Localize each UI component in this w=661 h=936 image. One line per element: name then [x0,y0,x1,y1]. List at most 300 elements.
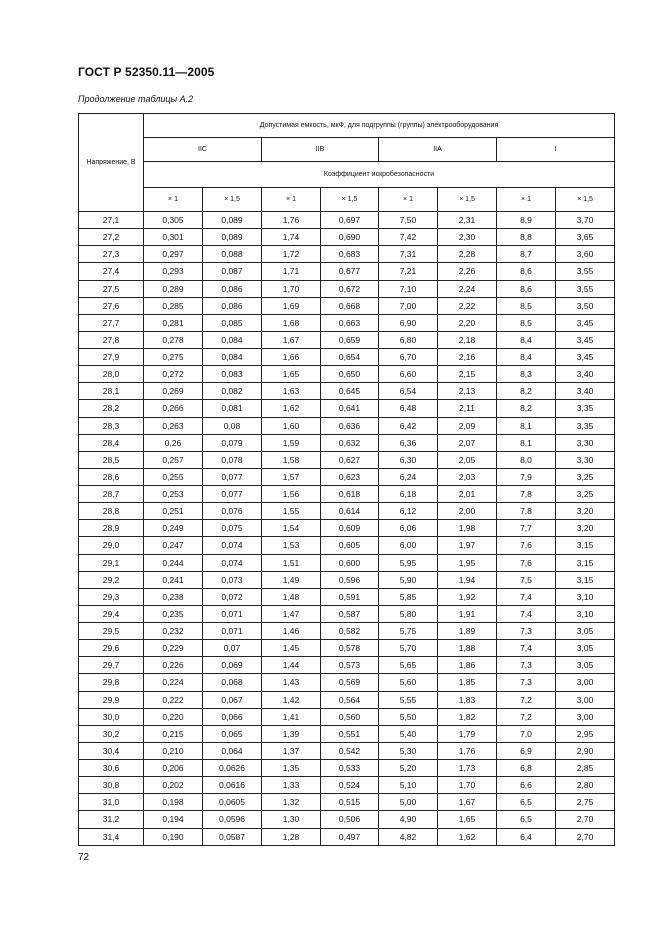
capacity-cell: 7,8 [497,486,556,503]
capacitance-table [78,113,615,846]
capacity-cell: 6,60 [379,366,438,383]
voltage-cell: 28,8 [79,503,144,520]
table-row [79,571,615,588]
capacity-cell: 7,2 [497,691,556,708]
capacity-cell: 0,078 [203,451,262,468]
capacity-cell: 2,75 [556,794,615,811]
table-row [79,417,615,434]
capacity-cell: 1,63 [262,383,321,400]
table-row [79,828,615,845]
capacity-cell: 6,06 [379,520,438,537]
capacity-cell: 2,31 [438,212,497,229]
document-title: ГОСТ Р 52350.11—2005 [78,65,215,79]
capacity-cell: 5,75 [379,623,438,640]
capacity-cell: 5,95 [379,554,438,571]
table-row [79,640,615,657]
voltage-cell: 27,3 [79,246,144,263]
capacity-cell: 4,82 [379,828,438,845]
capacity-cell: 6,6 [497,777,556,794]
voltage-cell: 28,2 [79,400,144,417]
capacity-cell: 1,94 [438,571,497,588]
table-row [79,366,615,383]
voltage-cell: 27,8 [79,331,144,348]
capacity-cell: 0,297 [144,246,203,263]
capacity-cell: 0,089 [203,212,262,229]
capacity-cell: 5,65 [379,657,438,674]
capacity-cell: 2,26 [438,263,497,280]
group-header: IIB [262,138,379,162]
capacity-cell: 6,48 [379,400,438,417]
table-row [79,434,615,451]
voltage-cell: 31,0 [79,794,144,811]
capacity-cell: 1,67 [438,794,497,811]
capacity-cell: 2,24 [438,280,497,297]
capacity-cell: 0,074 [203,554,262,571]
capacity-cell: 8,8 [497,229,556,246]
capacity-cell: 1,43 [262,674,321,691]
capacity-cell: 0,618 [321,486,379,503]
capacity-cell: 7,6 [497,537,556,554]
capacity-cell: 5,40 [379,725,438,742]
capacity-cell: 0,578 [321,640,379,657]
capacity-cell: 0,255 [144,468,203,485]
capacity-cell: 7,42 [379,229,438,246]
capacity-cell: 0,623 [321,468,379,485]
capacity-cell: 2,11 [438,400,497,417]
capacity-cell: 5,10 [379,777,438,794]
table-row [79,554,615,571]
table-row [79,537,615,554]
capacity-cell: 6,42 [379,417,438,434]
capacity-cell: 6,90 [379,314,438,331]
capacity-cell: 7,5 [497,571,556,588]
capacity-cell: 1,73 [438,760,497,777]
capacity-cell: 8,0 [497,451,556,468]
capacity-cell: 8,5 [497,314,556,331]
factor-header: × 1 [144,188,203,212]
capacity-cell: 0,0616 [203,777,262,794]
capacity-cell: 1,68 [262,314,321,331]
capacity-cell: 0,697 [321,212,379,229]
capacity-cell: 5,85 [379,588,438,605]
voltage-cell: 30,2 [79,725,144,742]
capacity-cell: 8,2 [497,400,556,417]
capacity-cell: 0,0596 [203,811,262,828]
capacity-cell: 0,077 [203,468,262,485]
capacity-cell: 3,35 [556,400,615,417]
capacity-cell: 1,62 [438,828,497,845]
factor-header: × 1 [262,188,321,212]
capacity-cell: 1,86 [438,657,497,674]
capacity-cell: 7,50 [379,212,438,229]
table-row [79,588,615,605]
capacity-cell: 0,564 [321,691,379,708]
capacity-cell: 3,30 [556,451,615,468]
capacity-cell: 6,54 [379,383,438,400]
capacity-cell: 1,71 [262,263,321,280]
capacity-cell: 7,2 [497,708,556,725]
voltage-cell: 28,4 [79,434,144,451]
capacity-cell: 0,084 [203,331,262,348]
capacity-cell: 0,073 [203,571,262,588]
capacity-cell: 1,92 [438,588,497,605]
capacity-cell: 0,251 [144,503,203,520]
capacity-cell: 0,077 [203,486,262,503]
capacity-cell: 7,4 [497,588,556,605]
capacity-cell: 0,0626 [203,760,262,777]
voltage-cell: 29,3 [79,588,144,605]
capacity-cell: 0,202 [144,777,203,794]
capacity-cell: 0,272 [144,366,203,383]
capacity-cell: 2,15 [438,366,497,383]
capacity-cell: 0,074 [203,537,262,554]
voltage-cell: 30,8 [79,777,144,794]
capacity-cell: 0,0605 [203,794,262,811]
capacity-cell: 8,5 [497,297,556,314]
capacity-cell: 0,065 [203,725,262,742]
table-row [79,708,615,725]
capacity-cell: 7,3 [497,674,556,691]
capacity-cell: 0,069 [203,657,262,674]
capacity-cell: 0,086 [203,297,262,314]
capacity-cell: 3,15 [556,571,615,588]
capacity-cell: 0,247 [144,537,203,554]
capacity-cell: 7,4 [497,640,556,657]
capacity-cell: 5,50 [379,708,438,725]
table-row [79,623,615,640]
capacity-cell: 3,10 [556,605,615,622]
capacity-cell: 0,627 [321,451,379,468]
capacity-cell: 0,194 [144,811,203,828]
capacity-cell: 7,3 [497,623,556,640]
voltage-cell: 30,6 [79,760,144,777]
capacity-cell: 1,44 [262,657,321,674]
capacity-cell: 3,45 [556,349,615,366]
capacity-cell: 3,05 [556,640,615,657]
capacity-cell: 5,70 [379,640,438,657]
capacity-cell: 0,064 [203,742,262,759]
capacity-cell: 1,79 [438,725,497,742]
capacity-cell: 0,232 [144,623,203,640]
capacity-cell: 1,32 [262,794,321,811]
voltage-cell: 27,4 [79,263,144,280]
capacity-cell: 2,20 [438,314,497,331]
capacity-cell: 5,90 [379,571,438,588]
voltage-cell: 29,4 [79,605,144,622]
table-row [79,263,615,280]
capacity-cell: 1,39 [262,725,321,742]
capacity-cell: 0,075 [203,520,262,537]
table-row [79,451,615,468]
capacity-cell: 0,235 [144,605,203,622]
capacity-cell: 0,278 [144,331,203,348]
capacity-cell: 2,01 [438,486,497,503]
capacity-cell: 0,269 [144,383,203,400]
capacity-cell: 0,084 [203,349,262,366]
capacity-cell: 3,00 [556,708,615,725]
factor-header: × 1,5 [203,188,262,212]
voltage-cell: 29,5 [79,623,144,640]
capacity-cell: 0,244 [144,554,203,571]
capacity-cell: 5,30 [379,742,438,759]
voltage-cell: 31,2 [79,811,144,828]
capacity-cell: 0,085 [203,314,262,331]
capacity-cell: 0,285 [144,297,203,314]
capacity-cell: 0,645 [321,383,379,400]
capacity-cell: 3,15 [556,537,615,554]
voltage-cell: 29,2 [79,571,144,588]
capacity-cell: 0,659 [321,331,379,348]
capacity-cell: 5,55 [379,691,438,708]
capacity-cell: 3,50 [556,297,615,314]
capacity-cell: 3,20 [556,520,615,537]
capacity-cell: 1,98 [438,520,497,537]
capacity-cell: 0,229 [144,640,203,657]
capacity-cell: 3,60 [556,246,615,263]
capacity-cell: 3,30 [556,434,615,451]
capacity-cell: 1,65 [438,811,497,828]
voltage-cell: 28,5 [79,451,144,468]
capacity-cell: 1,46 [262,623,321,640]
capacity-cell: 1,51 [262,554,321,571]
voltage-cell: 27,5 [79,280,144,297]
capacity-cell: 6,9 [497,742,556,759]
capacity-cell: 3,25 [556,468,615,485]
capacity-cell: 1,53 [262,537,321,554]
capacity-cell: 1,67 [262,331,321,348]
table-row [79,400,615,417]
capacity-cell: 0,079 [203,434,262,451]
capacity-cell: 0,497 [321,828,379,845]
capacity-cell: 0,087 [203,263,262,280]
capacity-cell: 2,00 [438,503,497,520]
table-row [79,349,615,366]
voltage-cell: 27,9 [79,349,144,366]
voltage-cell: 29,9 [79,691,144,708]
table-row [79,760,615,777]
capacity-cell: 0,609 [321,520,379,537]
capacity-cell: 0,089 [203,229,262,246]
table-row [79,605,615,622]
capacity-cell: 6,70 [379,349,438,366]
capacity-cell: 7,00 [379,297,438,314]
capacity-cell: 2,70 [556,828,615,845]
capacity-cell: 3,55 [556,263,615,280]
capacity-cell: 6,80 [379,331,438,348]
capacity-cell: 0,305 [144,212,203,229]
capacity-cell: 3,35 [556,417,615,434]
voltage-cell: 27,7 [79,314,144,331]
capacity-cell: 0,241 [144,571,203,588]
voltage-cell: 29,6 [79,640,144,657]
table-row [79,229,615,246]
capacity-cell: 3,45 [556,331,615,348]
capacity-cell: 8,3 [497,366,556,383]
voltage-cell: 28,1 [79,383,144,400]
voltage-cell: 28,0 [79,366,144,383]
capacity-cell: 7,9 [497,468,556,485]
table-header [79,114,615,212]
capacity-cell: 0,506 [321,811,379,828]
voltage-cell: 29,7 [79,657,144,674]
table-row [79,811,615,828]
capacity-cell: 6,8 [497,760,556,777]
voltage-cell: 28,3 [79,417,144,434]
voltage-cell: 29,8 [79,674,144,691]
capacity-cell: 8,4 [497,331,556,348]
table-row [79,674,615,691]
capacity-cell: 0,257 [144,451,203,468]
group-header: IIA [379,138,497,162]
factor-header: × 1,5 [438,188,497,212]
capacity-cell: 6,5 [497,811,556,828]
capacity-cell: 2,28 [438,246,497,263]
voltage-cell: 28,9 [79,520,144,537]
capacity-cell: 0,683 [321,246,379,263]
capacity-cell: 1,42 [262,691,321,708]
capacity-cell: 0,263 [144,417,203,434]
capacity-cell: 1,70 [262,280,321,297]
coefficient-header: Коэффициент искробезопасности [144,162,615,188]
table-row [79,314,615,331]
capacity-cell: 0,086 [203,280,262,297]
capacity-cell: 3,05 [556,657,615,674]
capacity-cell: 1,91 [438,605,497,622]
capacity-cell: 1,49 [262,571,321,588]
capacity-cell: 0,088 [203,246,262,263]
capacity-cell: 0,596 [321,571,379,588]
capacity-cell: 0,641 [321,400,379,417]
capacity-cell: 6,4 [497,828,556,845]
table-row [79,742,615,759]
capacity-cell: 0,281 [144,314,203,331]
capacity-cell: 0,551 [321,725,379,742]
capacity-cell: 2,09 [438,417,497,434]
capacity-cell: 8,1 [497,417,556,434]
capacity-cell: 0,654 [321,349,379,366]
factor-header: × 1 [497,188,556,212]
capacity-cell: 1,45 [262,640,321,657]
capacity-cell: 0,07 [203,640,262,657]
capacity-cell: 3,45 [556,314,615,331]
voltage-cell: 30,4 [79,742,144,759]
group-header: I [497,138,615,162]
capacity-cell: 1,83 [438,691,497,708]
capacity-cell: 8,6 [497,263,556,280]
capacity-cell: 1,33 [262,777,321,794]
capacity-cell: 0,238 [144,588,203,605]
table-row [79,691,615,708]
capacity-cell: 0,081 [203,400,262,417]
capacity-cell: 1,85 [438,674,497,691]
capacity-cell: 7,0 [497,725,556,742]
capacity-cell: 1,58 [262,451,321,468]
capacity-cell: 6,18 [379,486,438,503]
voltage-cell: 27,1 [79,212,144,229]
capacity-cell: 5,20 [379,760,438,777]
capacity-cell: 1,72 [262,246,321,263]
capacity-cell: 8,7 [497,246,556,263]
capacity-cell: 0,215 [144,725,203,742]
capacity-cell: 0,072 [203,588,262,605]
capacity-cell: 3,65 [556,229,615,246]
capacity-cell: 0,253 [144,486,203,503]
capacity-cell: 1,57 [262,468,321,485]
capacity-cell: 0,067 [203,691,262,708]
capacity-cell: 1,95 [438,554,497,571]
capacity-cell: 2,90 [556,742,615,759]
capacity-cell: 3,25 [556,486,615,503]
table-row [79,725,615,742]
capacity-cell: 8,4 [497,349,556,366]
capacity-cell: 0,573 [321,657,379,674]
capacity-cell: 1,66 [262,349,321,366]
capacity-cell: 1,69 [262,297,321,314]
capacity-cell: 1,82 [438,708,497,725]
capacity-cell: 0,226 [144,657,203,674]
capacity-cell: 6,30 [379,451,438,468]
capacity-cell: 1,76 [262,212,321,229]
capacity-cell: 2,07 [438,434,497,451]
capacity-cell: 0,082 [203,383,262,400]
table-row [79,486,615,503]
capacity-cell: 1,65 [262,366,321,383]
capacity-cell: 3,55 [556,280,615,297]
capacity-cell: 1,56 [262,486,321,503]
capacity-cell: 0,206 [144,760,203,777]
capacity-cell: 2,95 [556,725,615,742]
page-number: 72 [78,852,90,863]
group-header: IIC [144,138,262,162]
capacity-cell: 0,066 [203,708,262,725]
capacity-cell: 1,37 [262,742,321,759]
capacity-cell: 0,524 [321,777,379,794]
capacity-cell: 5,00 [379,794,438,811]
capacity-cell: 1,88 [438,640,497,657]
capacity-cell: 3,20 [556,503,615,520]
capacity-cell: 0,636 [321,417,379,434]
capacity-cell: 2,18 [438,331,497,348]
capacity-cell: 0,266 [144,400,203,417]
capacity-cell: 7,4 [497,605,556,622]
capacity-cell: 0,275 [144,349,203,366]
capacity-cell: 2,16 [438,349,497,366]
capacity-cell: 3,05 [556,623,615,640]
capacity-cell: 6,12 [379,503,438,520]
capacity-cell: 0,677 [321,263,379,280]
capacity-cell: 0,0587 [203,828,262,845]
capacity-cell: 6,5 [497,794,556,811]
capacity-cell: 0,650 [321,366,379,383]
capacity-cell: 0,076 [203,503,262,520]
capacity-cell: 1,41 [262,708,321,725]
table-row [79,280,615,297]
capacity-cell: 6,24 [379,468,438,485]
capacity-cell: 7,7 [497,520,556,537]
voltage-cell: 27,2 [79,229,144,246]
capacity-cell: 0,220 [144,708,203,725]
capacity-cell: 0,249 [144,520,203,537]
capacity-cell: 1,62 [262,400,321,417]
factor-header: × 1,5 [556,188,615,212]
table-row [79,468,615,485]
voltage-cell: 28,7 [79,486,144,503]
voltage-cell: 27,6 [79,297,144,314]
capacity-cell: 0,289 [144,280,203,297]
capacity-cell: 0,587 [321,605,379,622]
capacity-cell: 1,47 [262,605,321,622]
capacity-cell: 2,30 [438,229,497,246]
